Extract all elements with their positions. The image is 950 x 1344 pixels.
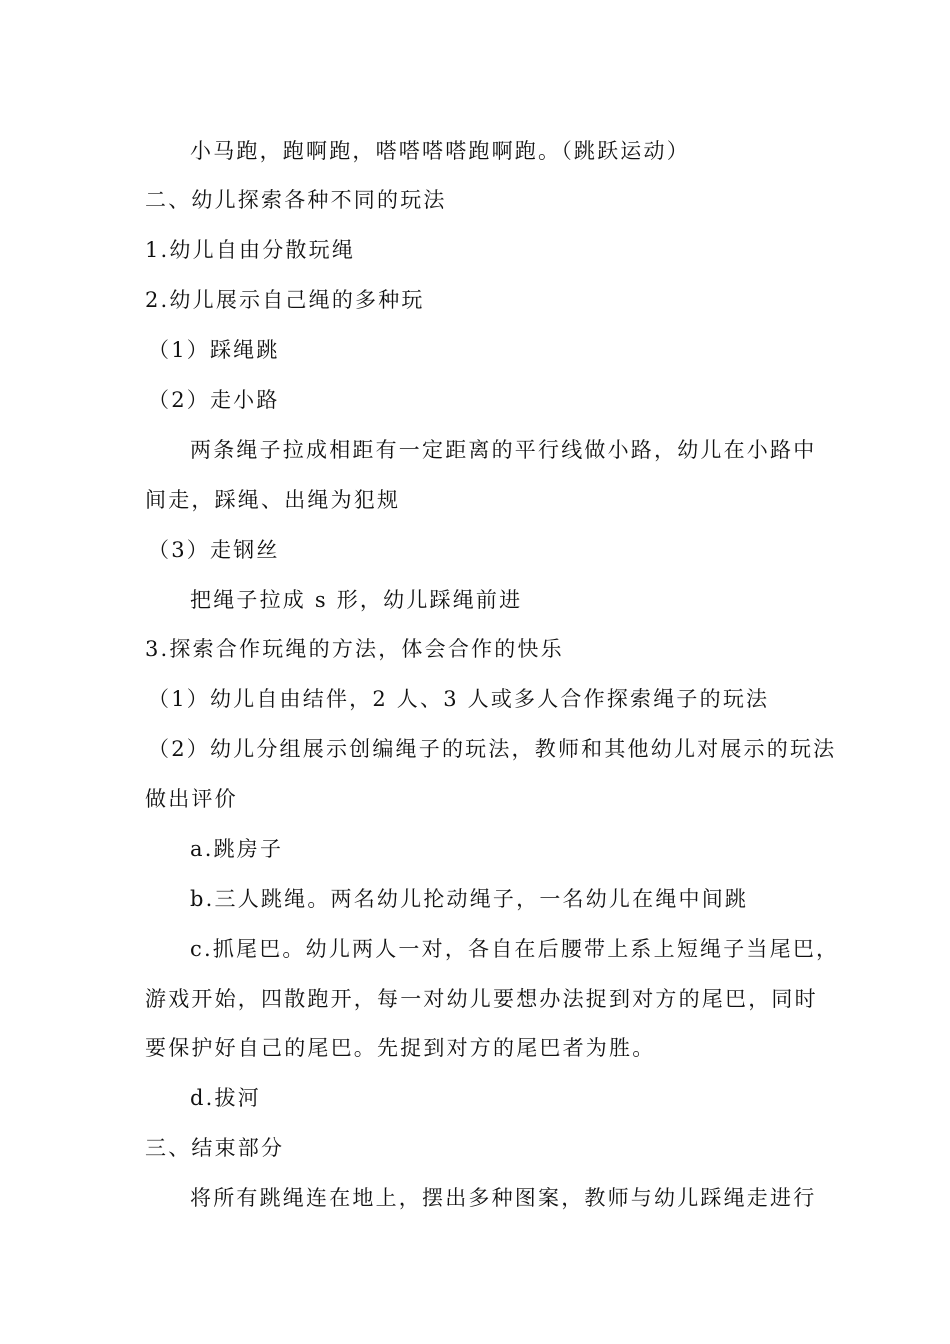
text-line: 间走，踩绳、出绳为犯规 <box>145 488 401 512</box>
text-line: 做出评价 <box>145 787 238 811</box>
text-line: （3）走钢丝 <box>148 538 280 562</box>
text-line: （1）踩绳跳 <box>148 338 280 362</box>
text-line: 小马跑，跑啊跑，嗒嗒嗒嗒跑啊跑。（跳跃运动） <box>190 139 690 163</box>
text-line: 2.幼儿展示自己绳的多种玩 <box>145 288 425 312</box>
text-line: 3.探索合作玩绳的方法，体会合作的快乐 <box>145 637 564 661</box>
text-line: b.三人跳绳。两名幼儿抡动绳子，一名幼儿在绳中间跳 <box>190 887 749 911</box>
section-heading: 二、幼儿探索各种不同的玩法 <box>145 188 447 212</box>
text-line: 游戏开始，四散跑开，每一对幼儿要想办法捉到对方的尾巴，同时 <box>145 987 818 1011</box>
text-line: c.抓尾巴。幼儿两人一对，各自在后腰带上系上短绳子当尾巴， <box>190 937 840 961</box>
text-line: 1.幼儿自由分散玩绳 <box>145 238 356 262</box>
section-heading: 三、结束部分 <box>145 1136 285 1160</box>
text-line: a.跳房子 <box>190 837 284 861</box>
text-line: 两条绳子拉成相距有一定距离的平行线做小路，幼儿在小路中 <box>190 438 817 462</box>
text-line: （1）幼儿自由结伴，2 人、3 人或多人合作探索绳子的玩法 <box>148 687 770 711</box>
text-line: 将所有跳绳连在地上，摆出多种图案，教师与幼儿踩绳走进行 <box>190 1186 817 1210</box>
text-line: （2）走小路 <box>148 388 280 412</box>
text-line: 把绳子拉成 s 形，幼儿踩绳前进 <box>190 588 523 612</box>
text-line: d.拔河 <box>190 1086 261 1110</box>
text-line: （2）幼儿分组展示创编绳子的玩法，教师和其他幼儿对展示的玩法 <box>148 737 837 761</box>
text-line: 要保护好自己的尾巴。先捉到对方的尾巴者为胜。 <box>145 1036 656 1060</box>
